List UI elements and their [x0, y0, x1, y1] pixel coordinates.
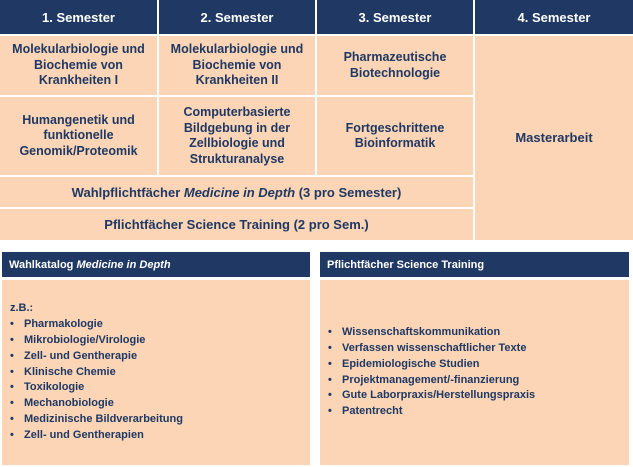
list-item: • Gute Laborpraxis/Herstellungspraxis	[328, 388, 629, 404]
left-panel-title-prefix: Wahlkatalog	[9, 258, 77, 271]
right-panel-list	[328, 325, 629, 420]
bullet-icon: •	[328, 405, 332, 418]
list-item: • Projektmanagement/-finanzierung	[328, 373, 629, 389]
bullet-icon: •	[328, 389, 332, 402]
list-item: • Mechanobiologie	[10, 396, 310, 412]
list-item: • Mikrobiologie/Virologie	[10, 333, 310, 349]
list-item: • Medizinische Bildverarbeitung	[10, 412, 310, 428]
list-item: • Epidemiologische Studien	[328, 357, 629, 373]
module-s2-row2: Computerbasierte Bildgebung in der Zellbiologie und Strukturanalyse	[159, 97, 315, 175]
bullet-icon: •	[10, 381, 14, 394]
module-s3-row2: Fortgeschrittene Bioinformatik	[317, 97, 473, 175]
module-s1-row2: Humangenetik und funktionelle Genomik/Proteomik	[0, 97, 157, 175]
bullet-icon: •	[328, 357, 332, 370]
left-panel-title	[2, 252, 310, 277]
bullet-icon: •	[10, 318, 14, 331]
wahlpflicht-bar-prefix: Wahlpflichtfächer	[71, 184, 184, 200]
bullet-icon: •	[10, 412, 14, 425]
right-panel-title: Pflichtfächer Science Training	[320, 252, 629, 277]
list-item: • Wissenschaftskommunikation	[328, 325, 629, 341]
module-s2-row1: Molekularbiologie und Biochemie von Krankheiten II	[159, 36, 315, 95]
list-item: • Zell- und Gentherapie	[10, 349, 310, 365]
left-panel-intro: z.B.:	[10, 302, 34, 315]
wahlpflicht-bar-emphasis: Medicine in Depth	[183, 184, 296, 200]
list-item: • Pharmakologie	[10, 317, 310, 333]
list-item: • Zell- und Gentherapien	[10, 428, 310, 444]
bullet-icon: •	[10, 334, 14, 346]
bullet-icon: •	[10, 349, 14, 362]
module-s3-row1: Pharmazeutische Biotechnologie	[317, 36, 473, 95]
left-panel-list	[10, 317, 310, 443]
wahlpflicht-bar	[0, 177, 473, 207]
header-semester-1: 1. Semester	[0, 0, 157, 34]
left-panel-title-emphasis: Medicine in Depth	[76, 258, 171, 271]
module-masterarbeit: Masterarbeit	[475, 36, 633, 240]
list-item: • Patentrecht	[328, 404, 629, 420]
wahlpflicht-bar-suffix: (3 pro Semester)	[295, 184, 402, 200]
bullet-icon: •	[328, 326, 332, 339]
right-panel-body	[320, 280, 629, 465]
list-item: • Klinische Chemie	[10, 365, 310, 381]
list-item: • Toxikologie	[10, 380, 310, 396]
header-semester-4: 4. Semester	[475, 0, 633, 34]
header-semester-2: 2. Semester	[159, 0, 315, 34]
left-panel-body	[2, 280, 310, 465]
bullet-icon: •	[10, 365, 14, 378]
module-s1-row1: Molekularbiologie und Biochemie von Krankheiten I	[0, 36, 157, 95]
bullet-icon: •	[328, 373, 332, 386]
bullet-icon: •	[10, 397, 14, 410]
bullet-icon: •	[10, 428, 14, 441]
bullet-icon: •	[328, 341, 332, 354]
header-semester-3: 3. Semester	[317, 0, 473, 34]
list-item: • Verfassen wissenschaftlicher Texte	[328, 341, 629, 357]
pflicht-bar: Pflichtfächer Science Training (2 pro Sem.)	[0, 209, 473, 240]
